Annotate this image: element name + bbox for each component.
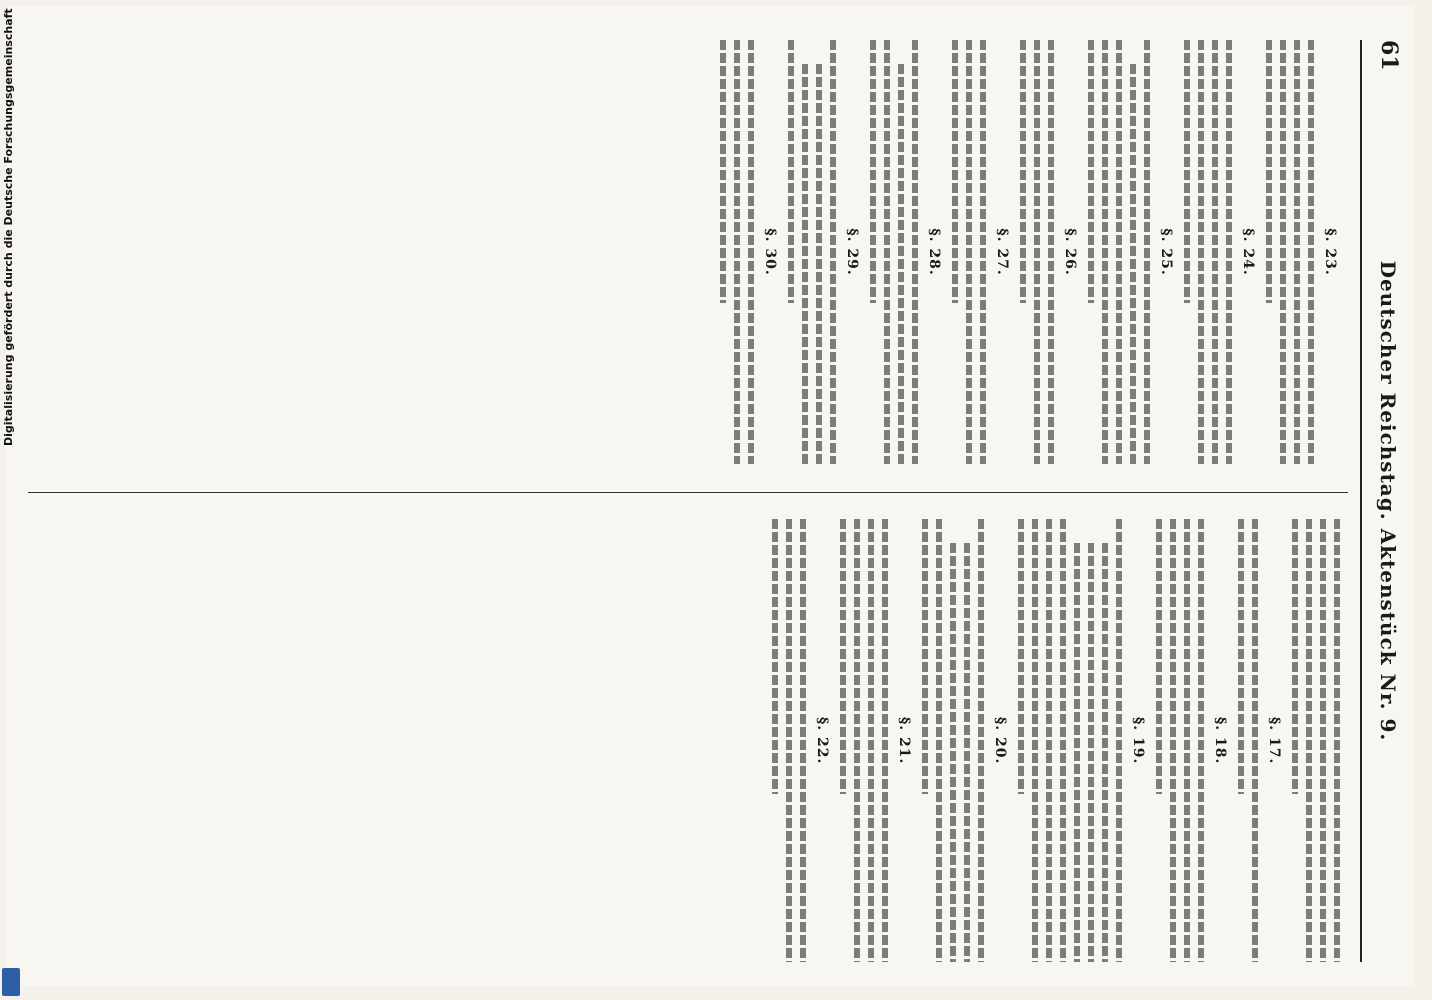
text-columns: [28, 40, 1348, 962]
text-line: [1074, 543, 1080, 962]
text-line: [830, 40, 836, 464]
text-line: [1156, 519, 1162, 793]
text-line: [1102, 543, 1108, 962]
text-line: [840, 519, 846, 793]
text-line: [734, 40, 740, 464]
document-page: [6, 6, 1414, 986]
text-line: [1032, 519, 1038, 962]
text-line: [1198, 519, 1204, 962]
text-line: [1048, 40, 1054, 464]
text-line: [882, 519, 888, 962]
section-heading: §. 30.: [762, 228, 778, 276]
text-line: [978, 519, 984, 962]
text-line: [772, 519, 778, 793]
text-line: [786, 519, 792, 962]
text-line: [898, 64, 904, 464]
section-heading: §. 26.: [1062, 228, 1078, 276]
text-line: [1060, 519, 1066, 962]
text-line: [1238, 519, 1244, 793]
dfg-logo-icon: [2, 968, 20, 996]
text-line: [1088, 40, 1094, 303]
section-heading: §. 23.: [1322, 228, 1338, 276]
text-line: [1334, 519, 1340, 962]
text-line: [1184, 40, 1190, 303]
text-line: [1018, 519, 1024, 793]
text-line: [912, 40, 918, 464]
text-line: [950, 543, 956, 962]
text-line: [922, 519, 928, 793]
text-line: [854, 519, 860, 962]
section-heading: §. 29.: [844, 228, 860, 276]
text-line: [1144, 40, 1150, 464]
section-heading: §. 18.: [1212, 716, 1228, 765]
text-line: [1292, 519, 1298, 793]
text-line: [1170, 519, 1176, 962]
text-line: [1226, 40, 1232, 464]
text-line: [1130, 64, 1136, 464]
text-line: [1046, 519, 1052, 962]
text-line: [720, 40, 726, 303]
text-line: [966, 40, 972, 464]
text-line: [1116, 519, 1122, 962]
section-heading: §. 28.: [926, 228, 942, 276]
text-line: [952, 40, 958, 303]
section-heading: §. 17.: [1266, 716, 1282, 765]
text-line: [1184, 519, 1190, 962]
text-line: [936, 519, 942, 962]
text-line: [1088, 543, 1094, 962]
section-heading: §. 20.: [992, 716, 1008, 765]
text-line: [788, 40, 794, 303]
page-header: [1360, 40, 1410, 962]
right-column: [28, 519, 1348, 962]
text-line: [1252, 519, 1258, 962]
text-line: [1198, 40, 1204, 464]
text-line: [748, 40, 754, 464]
digitization-credit: Digitalisierung gefördert durch die Deutsche Forschungsgemeinschaft: [2, 8, 15, 446]
text-line: [964, 543, 970, 962]
text-line: [868, 519, 874, 962]
text-line: [1294, 40, 1300, 464]
left-column: [28, 40, 1348, 464]
text-line: [1306, 519, 1312, 962]
section-heading: §. 22.: [814, 716, 830, 765]
section-heading: §. 24.: [1240, 228, 1256, 276]
text-line: [1116, 40, 1122, 464]
section-heading: §. 19.: [1130, 716, 1146, 765]
text-line: [1308, 40, 1314, 464]
text-line: [800, 519, 806, 962]
text-line: [870, 40, 876, 303]
text-line: [816, 64, 822, 464]
text-line: [1266, 40, 1272, 303]
section-heading: §. 21.: [896, 716, 912, 765]
column-divider: [28, 492, 1348, 493]
page-number: 61: [1376, 40, 1402, 71]
header-title: Deutscher Reichstag. Aktenstück Nr. 9.: [1376, 260, 1400, 742]
text-line: [1212, 40, 1218, 464]
text-line: [1102, 40, 1108, 464]
text-line: [1020, 40, 1026, 303]
text-line: [802, 64, 808, 464]
text-line: [1320, 519, 1326, 962]
text-line: [980, 40, 986, 464]
text-line: [884, 40, 890, 464]
text-line: [1280, 40, 1286, 464]
text-line: [1034, 40, 1040, 464]
section-heading: §. 25.: [1158, 228, 1174, 276]
section-heading: §. 27.: [994, 228, 1010, 276]
